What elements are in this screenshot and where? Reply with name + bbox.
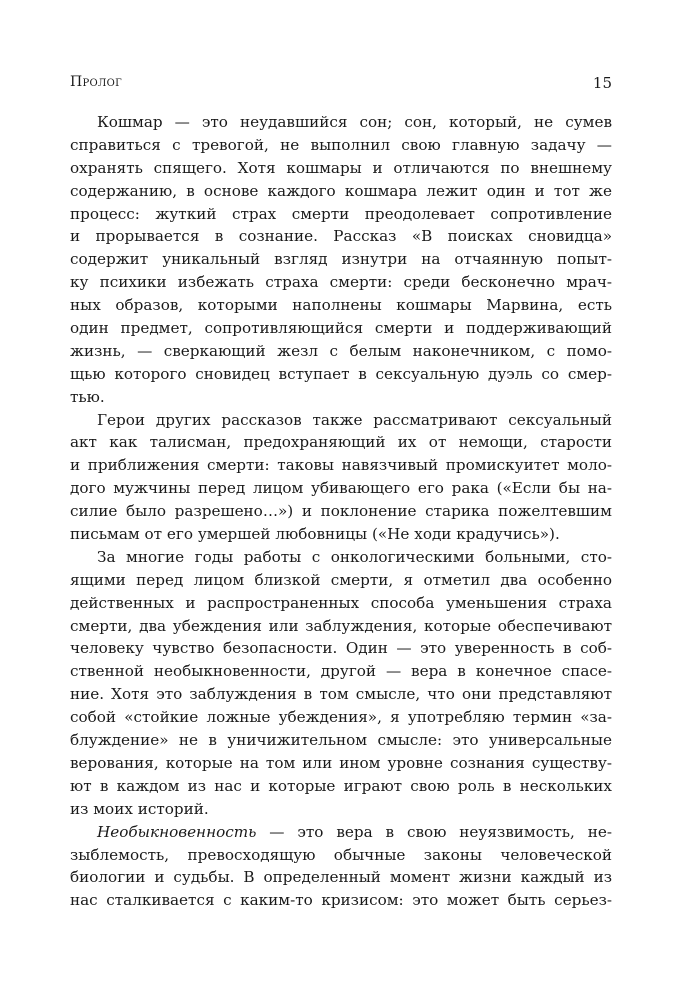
text-line: процесс: жуткий страх смерти преодолевает сопротивление [70, 204, 612, 223]
text-line: человеку чувство безопасности. Один — это уверенность в соб- [70, 639, 612, 658]
text-line: действенных и распространенных способа уменьшения страха [70, 593, 612, 612]
text-fragment: — это вера в свою неуязвимость, не- [256, 822, 612, 841]
text-line: зыблемость, превосходящую обычные законы человеческой [70, 845, 612, 864]
text-line: из моих историй. [70, 799, 209, 818]
text-line: верования, которые на том или ином уровне сознания существу- [70, 753, 612, 772]
text-line: Герои других рассказов также рассматривают сексуальный [97, 410, 612, 429]
text-line: дого мужчины перед лицом убивающего его рака («Если бы на- [70, 479, 612, 498]
text-line: и прорывается в сознание. Рассказ «В поисках сновидца» [70, 227, 612, 246]
running-title: Пролог [70, 74, 123, 90]
text-line: ние. Хотя это заблуждения в том смысле, что они представляют [70, 685, 612, 704]
text-line: биологии и судьбы. В определенный момент жизни каждый из [70, 868, 612, 887]
text-line: блуждение» не в уничижительном смысле: это универсальные [70, 731, 612, 750]
text-line: ящими перед лицом близкой смерти, я отметил два особенно [70, 570, 612, 589]
page-number: 15 [592, 74, 612, 92]
text-line: акт как талисман, предохраняющий их от немощи, старости [70, 433, 612, 452]
text-line: Кошмар — это неудавшийся сон; сон, который, не сумев [97, 113, 612, 131]
text-line: содержанию, в основе каждого кошмара лежит один и тот же [70, 181, 612, 200]
text-line: ных образов, которыми наполнены кошмары Марвина, есть [70, 296, 612, 315]
running-header [70, 74, 612, 96]
text-line: ку психики избежать страха смерти: среди бесконечно мрач- [70, 273, 612, 292]
text-line: нас сталкивается с каким-то кризисом: это может быть серьез- [70, 891, 612, 910]
text-line: жизнь, — сверкающий жезл с белым наконечником, с помо- [70, 341, 612, 360]
text-line [70, 821, 612, 844]
text-line: один предмет, сопротивляющийся смерти и поддерживающий [70, 319, 612, 338]
italic-term: Необыкновенность [97, 822, 257, 841]
text-line: тью. [70, 387, 105, 406]
text-line: охранять спящего. Хотя кошмары и отличаются по внешнему [70, 158, 612, 177]
text-line: и приближения смерти: таковы навязчивый промискуитет моло- [70, 456, 612, 475]
text-line: За многие годы работы с онкологическими больными, сто- [97, 547, 612, 566]
text-line: ственной необыкновенности, другой — вера в конечное спасе- [70, 662, 612, 681]
text-line: справиться с тревогой, не выполнил свою главную задачу — [70, 135, 612, 154]
text-line: щью которого сновидец вступает в сексуальную дуэль со смер- [70, 364, 612, 383]
text-line: собой «стойкие ложные убеждения», я употребляю термин «за- [70, 708, 612, 727]
body-text [70, 111, 612, 912]
text-line: ют в каждом из нас и которые играют свою роль в нескольких [70, 776, 612, 795]
text-line: письмам от его умершей любовницы («Не ходи крадучись»). [70, 525, 560, 544]
text-line: силие было разрешено…») и поклонение старика пожелтевшим [70, 502, 612, 521]
text-line: смерти, два убеждения или заблуждения, которые обеспечивают [70, 616, 612, 635]
text-line: содержит уникальный взгляд изнутри на отчаянную попыт- [70, 250, 612, 269]
